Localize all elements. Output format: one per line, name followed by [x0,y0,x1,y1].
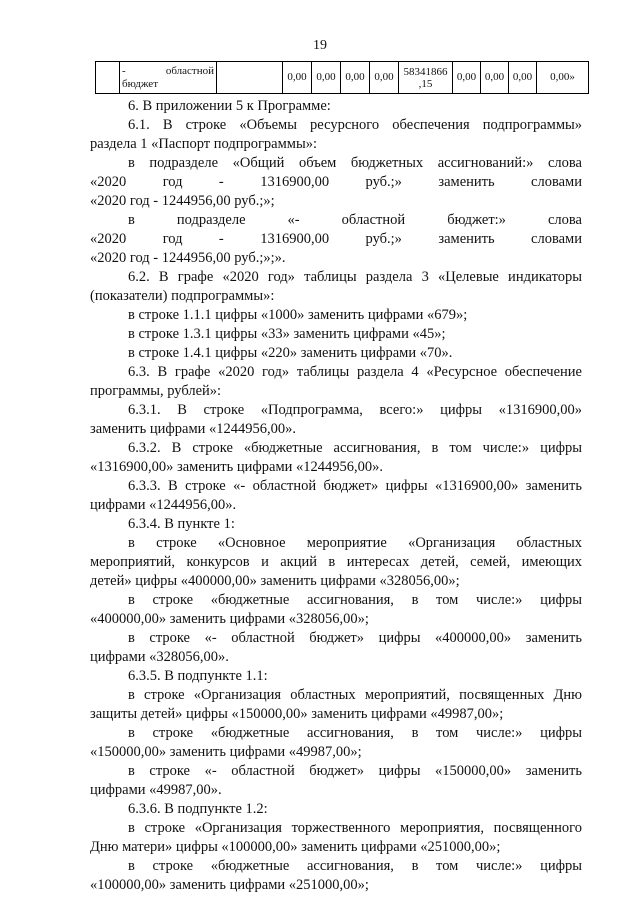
text-line: «400000,00» заменить цифрами «328056,00»; [90,611,369,627]
text-line: «2020 год - 1244956,00 руб.;»;». [90,250,286,266]
text-line: в строке «бюджетные ассигнования, в том числе:» цифры [128,858,582,874]
table-cell-value: 0,00 [341,62,370,94]
text-line: «150000,00» заменить цифрами «49987,00»; [90,744,362,760]
text-line: в строке 1.3.1 цифры «33» заменить цифрами «45»; [128,326,446,342]
page-number: 19 [313,38,327,53]
text-line: в строке 1.4.1 цифры «220» заменить цифрами «70». [128,345,453,361]
text-line: цифрами «328056,00». [90,649,229,665]
text-line: «2020 год - 1316900,00 руб.;» заменить словами [90,174,582,190]
table-cell-value: 0,00 [453,62,481,94]
table-cell-label [120,62,217,94]
text-line: в строке «- областной бюджет» цифры «150000,00» заменить [128,763,582,779]
text-line: в строке «бюджетные ассигнования, в том числе:» цифры [128,725,582,741]
text-line: «100000,00» заменить цифрами «251000,00»; [90,877,369,893]
text-line: (показатели) подпрограммы»: [90,288,275,304]
text-line: в строке «Основное мероприятие «Организация областных [128,535,582,551]
text-line: защиты детей» цифры «150000,00» заменить цифрами «49987,00»; [90,706,504,722]
table-row [96,62,589,94]
table-cell-value: 0,00 [481,62,509,94]
text-line: цифрами «49987,00». [90,782,222,798]
text-line: в строке «Организация областных мероприятий, посвященных Дню [128,687,582,703]
text-line: «2020 год - 1316900,00 руб.;» заменить словами [90,231,582,247]
text-line: 6. В приложении 5 к Программе: [128,98,331,114]
table-cell-total [399,62,453,94]
text-line: 6.1. В строке «Объемы ресурсного обеспечения подпрограммы» [128,117,582,133]
table-cell-value: 0,00 [283,62,312,94]
text-line: 6.3.5. В подпункте 1.1: [128,668,268,684]
text-line: в строке «бюджетные ассигнования, в том числе:» цифры [128,592,582,608]
text-line: в подразделе «Общий объем бюджетных ассигнований:» слова [128,155,582,171]
text-line: 6.3.4. В пункте 1: [128,516,235,532]
text-line: 6.3.1. В строке «Подпрограмма, всего:» цифры «1316900,00» [128,402,582,418]
text-line: раздела 1 «Паспорт подпрограммы»: [90,136,317,152]
text-line: 6.3.2. В строке «бюджетные ассигнования, в том числе:» цифры [128,440,582,456]
document-body [90,97,582,895]
label-word: областной [165,65,214,77]
table-cell-empty [217,62,283,94]
table-cell-empty [96,62,120,94]
text-line: Дню матери» цифры «100000,00» заменить цифрами «251000,00»; [90,839,501,855]
table-cell-value: 0,00» [537,62,589,94]
text-line: «2020 год - 1244956,00 руб.;»; [90,193,275,209]
text-line: заменить цифрами «1244956,00». [90,421,297,437]
text-line: мероприятий, конкурсов и акций в интересах детей, семей, имеющих [90,554,582,570]
text-line: 6.3. В графе «2020 год» таблицы раздела 4 «Ресурсное обеспечение [128,364,582,380]
text-line: «1316900,00» заменить цифрами «1244956,00». [90,459,384,475]
text-line: 6.2. В графе «2020 год» таблицы раздела 3 «Целевые индикаторы [128,269,582,285]
table-cell-value: 0,00 [312,62,341,94]
text-line: цифрами «1244956,00». [90,497,237,513]
text-line: детей» цифры «400000,00» заменить цифрами «328056,00»; [90,573,460,589]
text-line: в подразделе «- областной бюджет:» слова [128,212,582,228]
label-dash: - [122,65,126,77]
total-line1: 58341866 [403,65,448,78]
text-line: в строке «Организация торжественного мероприятия, посвященного [128,820,582,836]
table-cell-value: 0,00 [509,62,537,94]
text-line: в строке 1.1.1 цифры «1000» заменить цифрами «679»; [128,307,468,323]
label-line2: бюджет [122,78,158,90]
text-line: программы, рублей»: [90,383,222,399]
total-line2: ,15 [418,77,433,90]
text-line: 6.3.3. В строке «- областной бюджет» цифры «1316900,00» заменить [128,478,582,494]
budget-table-fragment [95,61,589,94]
text-line: 6.3.6. В подпункте 1.2: [128,801,268,817]
table-cell-value: 0,00 [370,62,399,94]
text-line: в строке «- областной бюджет» цифры «400000,00» заменить [128,630,582,646]
